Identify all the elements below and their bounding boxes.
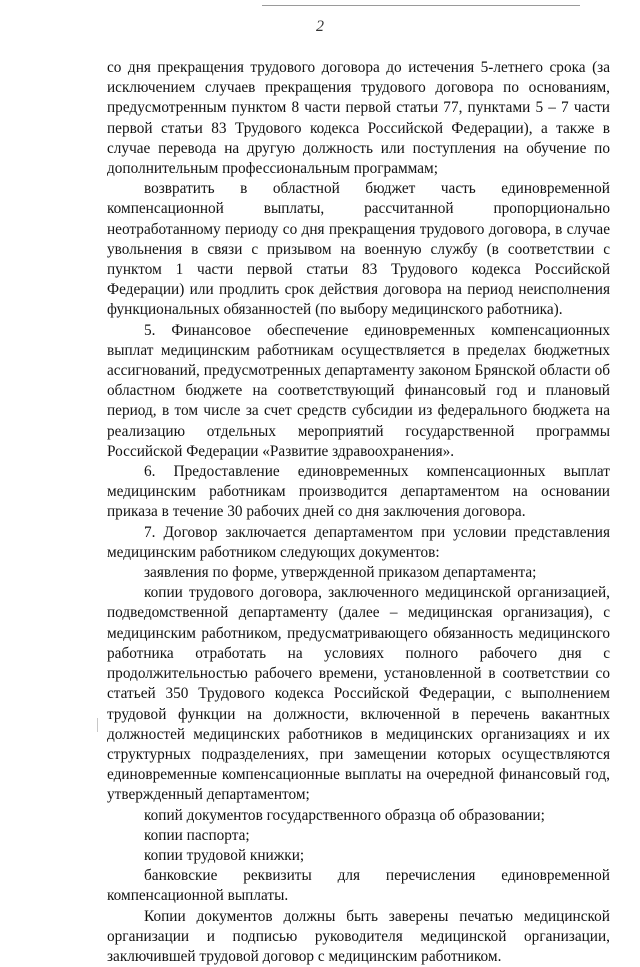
paragraph-item-5: 5. Финансовое обеспечение единовременных компенсационных выплат медицинским работникам осуществляется в пределах бюджетных ассигнований, предусмотренных департаменту законом Брянской области об областном бюджете на соответствующий финансовый год и плановый период, в том числе за счет средств субсидии из федерального бюджета на реализацию отдельных мероприятий государственной программы Российской Федерации «Развитие здравоохранения». xyxy=(107,321,610,460)
list-item-passport: копии паспорта; xyxy=(144,826,250,844)
page-number: 2 xyxy=(316,18,324,35)
paragraph-item-6: 6. Предоставление единовременных компенсационных выплат медицинским работникам производится департаментом на основании приказа в течение 30 рабочих дней со дня заключения договора. xyxy=(107,463,610,521)
header-rule xyxy=(262,5,580,6)
list-item-employment-contract: копии трудового договора, заключенного медицинской организацией, подведомственной департаменту (далее – медицинская организация), с медицинским работником, предусматривающего обязанность медицинского работника отработать на условиях полного рабочего дня с продолжительностью рабочего времени, установленной в соответствии со статьей 350 Трудового кодекса Российской Федерации, с выполнением трудовой функции на должности, включенной в перечень вакантных должностей медицинских работников в медицинских организациях и их структурных подразделениях, при замещении которых осуществляются единовременные компенсационные выплаты на очередной финансовый год, утвержденный департаментом; xyxy=(107,584,610,804)
list-item-application: заявления по форме, утвержденной приказом департамента; xyxy=(144,564,537,582)
list-item-work-book: копии трудовой книжки; xyxy=(144,846,305,864)
paragraph-continuation: со дня прекращения трудового договора до истечения 5-летнего срока (за исключением случаев прекращения трудового договора по основаниям, предусмотренным пунктом 8 части первой статьи 77, пунктами 5 – 7 части первой статьи 83 Трудового кодекса Российской Федерации), а также в случае перевода на другую должность или поступления на обучение по дополнительным профессиональным программам; xyxy=(107,59,610,178)
list-item-education: копий документов государственного образца об образовании; xyxy=(144,806,545,824)
paragraph-certification: Копии документов должны быть заверены печатью медицинской организации и подписью руководителя медицинской организации, заключившей трудовой договор с медицинским работником. xyxy=(107,907,610,965)
paragraph-item-7: 7. Договор заключается департаментом при условии представления медицинским работником следующих документов: xyxy=(107,523,610,561)
document-body xyxy=(107,58,610,967)
paragraph-return-payment: возвратить в областной бюджет часть единовременной компенсационной выплаты, рассчитанной пропорционально неотработанному периоду со дня прекращения трудового договора, в случае увольнения в связи с призывом на военную службу (в соответствии с пунктом 1 части первой статьи 83 Трудового кодекса Российской Федерации) или продлить срок действия договора на период неисполнения функциональных обязанностей (по выбору медицинского работника). xyxy=(107,180,610,319)
scan-margin-mark xyxy=(97,718,98,732)
list-item-bank-details: банковские реквизиты для перечисления единовременной компенсационной выплаты. xyxy=(107,867,610,905)
